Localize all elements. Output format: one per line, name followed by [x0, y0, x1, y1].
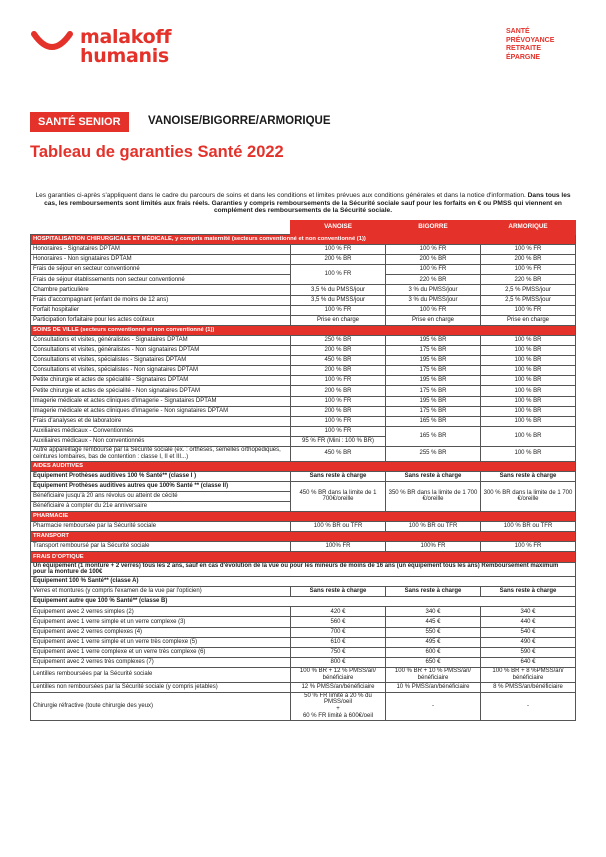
table-row: Forfait hospitalier 100 % FR 100 % FR 100 % FR: [31, 305, 576, 315]
table-row: Transport remboursé par la Sécurité sociale 100% FR 100% FR 100 % FR: [31, 542, 576, 552]
column-header-armorique: ARMORIQUE: [481, 221, 576, 235]
table-row: Bénéficiaire à compter du 21e anniversaire: [31, 501, 576, 511]
table-row: Un équipement (1 monture + 2 verres) tous les 2 ans, sauf en cas d'évolution de la vue ou pour les mineurs de moins de 16 ans (un équipement tous les ans) Remboursement maximum pour la monture de 100€: [31, 562, 576, 577]
table-row: Équipement avec 1 verre simple et un verre très complexe (5) 610 € 495 € 490 €: [31, 637, 576, 647]
section-aides-auditives: AIDES AUDITIVES: [31, 461, 576, 471]
table-row: Consultations et visites, spécialistes - Signataires DPTAM 450 % BR 195 % BR 100 % BR: [31, 356, 576, 366]
table-row: Petite chirurgie et actes de spécialité - Signataires DPTAM 100 % FR 195 % BR 100 % BR: [31, 376, 576, 386]
brand-name: malakoff humanis: [80, 26, 172, 67]
section-pharmacie: PHARMACIE: [31, 512, 576, 522]
table-row: Consultations et visites, généralistes - Signataires DPTAM 250 % BR 195 % BR 100 % BR: [31, 335, 576, 345]
table-row: Participation forfaitaire pour les actes coûteux Prise en charge Prise en charge Prise en charge: [31, 315, 576, 325]
intro-text: Les garanties ci-après s'appliquent dans le cadre du parcours de soins et dans les conditions et limites prévues aux conditions générales et dans la notice d'information. Dans tous les cas, les remboursements sont limités aux frais réels. Garanties y compris remboursements de la Sécurité sociale sauf pour les forfaits en € ou PMSS qui viennent en complément des remboursements de la Sécurité sociale.: [35, 192, 571, 215]
column-header-bigorre: BIGORRE: [386, 221, 481, 235]
table-row: Bénéficiaire jusqu'à 20 ans révolus ou atteint de cécité: [31, 491, 576, 501]
table-row: Frais d'analyses et de laboratoire 100 % FR 165 % BR 100 % BR: [31, 416, 576, 426]
table-row: Équipement avec 2 verres simples (2) 420 € 340 € 340 €: [31, 607, 576, 617]
page-title: Tableau de garanties Santé 2022: [30, 143, 284, 161]
table-row: Frais de séjour établissements non secteur conventionné 220 % BR 220 % BR: [31, 275, 576, 285]
smile-icon: [30, 30, 74, 58]
table-row: Équipement Prothèses auditives 100 % Santé** (classe I ) Sans reste à charge Sans reste à charge Sans reste à charge: [31, 471, 576, 481]
table-row: Petite chirurgie et actes de spécialité - Non signataires DPTAM 200 % BR 175 % BR 100 % BR: [31, 386, 576, 396]
brand-tagline: SANTÉ PRÉVOYANCE RETRAITE ÉPARGNE: [506, 28, 555, 61]
table-row: Équipement avec 2 verres complexes (4) 700 € 550 € 540 €: [31, 627, 576, 637]
product-subtitle: VANOISE/BIGORRE/ARMORIQUE: [148, 115, 331, 127]
table-row: Équipement autre que 100 % Santé** (classe B): [31, 597, 576, 607]
section-hospitalisation: HOSPITALISATION CHIRURGICALE ET MÉDICALE, y compris maternité (secteurs conventionné et non conventionné (1)): [31, 235, 576, 245]
table-row: Équipement avec 1 verre complexe et un verre très complexe (6) 750 € 600 € 590 €: [31, 647, 576, 657]
table-row: Pharmacie remboursée par la Sécurité sociale 100 % BR ou TFR 100 % BR ou TFR 100 % BR ou TFR: [31, 522, 576, 532]
table-row: Honoraires - Non signataires DPTAM 200 % BR 200 % BR 200 % BR: [31, 255, 576, 265]
table-row: Frais de séjour en secteur conventionné 100 % FR 100 % FR 100 % FR: [31, 265, 576, 275]
table-row: Imagerie médicale et actes cliniques d'imagerie - Non signataires DPTAM 200 % BR 175 % BR 100 % BR: [31, 406, 576, 416]
product-badge: SANTÉ SENIOR: [30, 112, 129, 132]
table-row: Verres et montures (y compris l'examen de la vue par l'opticien) Sans reste à charge Sans reste à charge Sans reste à charge: [31, 587, 576, 597]
brand-logo: [30, 20, 190, 80]
column-header-vanoise: VANOISE: [291, 221, 386, 235]
table-row: Auxiliaires médicaux - Conventionnés 100 % FR 165 % BR 100 % BR: [31, 426, 576, 436]
table-row: Frais d'accompagnant (enfant de moins de 12 ans) 3,5 % du PMSS/jour 3 % du PMSS/jour 2,5 % PMSS/jour: [31, 295, 576, 305]
table-row: Chambre particulière 3,5 % du PMSS/jour 3 % du PMSS/jour 2,5 % PMSS/jour: [31, 285, 576, 295]
table-row: Consultations et visites, spécialistes - Non signataires DPTAM 200 % BR 175 % BR 100 % BR: [31, 366, 576, 376]
table-row: Équipement 100 % Santé** (classe A): [31, 577, 576, 587]
table-row: Autre appareillage remboursé par la Sécurité sociale (ex. : orthèses, semelles orthopédiques, ceintures lombaires, bas de contention : classe I, II et III...) 450 % BR 255 % BR 100 % BR: [31, 446, 576, 461]
table-row: Lentilles non remboursées par la Sécurité sociale (y compris jetables) 12 % PMSS/an/bénéficiaire 10 % PMSS/an/bénéficiaire 8 % PMSS/an/bénéficiaire: [31, 682, 576, 692]
table-row: Imagerie médicale et actes cliniques d'imagerie - Signataires DPTAM 100 % FR 195 % BR 100 % BR: [31, 396, 576, 406]
table-row: Auxiliaires médicaux - Non conventionnés 95 % FR (Mini : 100 % BR): [31, 436, 576, 446]
table-row: Consultations et visites, généralistes - Non signataires DPTAM 200 % BR 175 % BR 100 % BR: [31, 346, 576, 356]
section-soins-de-ville: SOINS DE VILLE (secteurs conventionné et non conventionné (1)): [31, 325, 576, 335]
table-row: Honoraires - Signataires DPTAM 100 % FR 100 % FR 100 % FR: [31, 245, 576, 255]
table-row: Chirurgie réfractive (toute chirurgie des yeux) 50 % FR limité à 20 % du PMSS/oeil + 60 % FR limité à 600€/oeil - -: [31, 692, 576, 720]
guarantee-table: [30, 220, 576, 721]
section-optique: FRAIS D'OPTIQUE: [31, 552, 576, 562]
table-row: Lentilles remboursées par la Sécurité sociale 100 % BR + 12 % PMSS/an/ bénéficiaire 100 % BR + 10 % PMSS/an/ bénéficiaire 100 % BR + 8 %PMSS/an/ bénéficiaire: [31, 667, 576, 682]
table-row: Équipement avec 2 verres très complexes (7) 800 € 650 € 640 €: [31, 657, 576, 667]
section-transport: TRANSPORT: [31, 532, 576, 542]
table-row: Équipement avec 1 verre simple et un verre complexe (3) 560 € 445 € 440 €: [31, 617, 576, 627]
table-row: Équipement Prothèses auditives autres que 100% Santé ** (classe II) 450 % BR dans la limite de 1 700€/oreille 350 % BR dans la limite de 1 700 €/oreille 300 % BR dans la limite de 1 700 €/oreille: [31, 481, 576, 491]
